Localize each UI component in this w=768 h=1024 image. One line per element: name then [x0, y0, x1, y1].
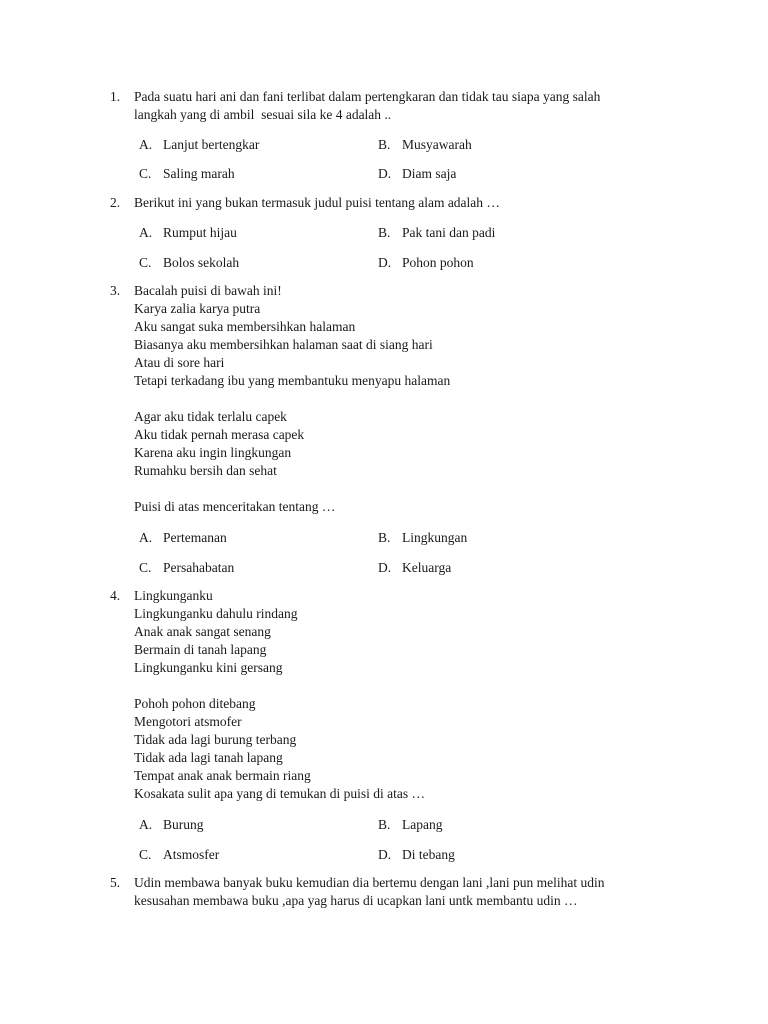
- option-letter: C.: [139, 255, 152, 270]
- option-c: [139, 254, 239, 272]
- stanza-gap: [134, 480, 694, 498]
- option-letter: D.: [378, 166, 392, 181]
- option-text: Persahabatan: [163, 560, 235, 575]
- question-line: Berikut ini yang bukan termasuk judul puisi tentang alam adalah …: [134, 195, 500, 210]
- question-number: 1.: [110, 89, 121, 104]
- option-text: Lanjut bertengkar: [163, 137, 260, 152]
- option-a: [139, 136, 259, 154]
- question-line: Udin membawa banyak buku kemudian dia bertemu dengan lani ,lani pun melihat udin: [134, 875, 605, 890]
- option-text: Bolos sekolah: [163, 255, 240, 270]
- poem-line: Atau di sore hari: [134, 355, 225, 370]
- option-b: [378, 529, 467, 547]
- option-c: [139, 165, 235, 183]
- option-text: Pertemanan: [163, 530, 227, 545]
- option-text: Saling marah: [163, 166, 235, 181]
- poem-line: Pohoh pohon ditebang: [134, 696, 256, 711]
- question-line: Bacalah puisi di bawah ini!: [134, 283, 282, 298]
- question-line: Pada suatu hari ani dan fani terlibat dalam pertengkaran dan tidak tau siapa yang salah: [134, 89, 601, 104]
- option-text: Keluarga: [402, 560, 452, 575]
- poem-line: Aku sangat suka membersihkan halaman: [134, 319, 356, 334]
- option-text: Rumput hijau: [163, 225, 237, 240]
- option-letter: A.: [139, 817, 153, 832]
- question-number: 5.: [110, 875, 121, 890]
- option-letter: A.: [139, 137, 153, 152]
- poem-line: Tidak ada lagi burung terbang: [134, 732, 297, 747]
- poem-line: Lingkunganku dahulu rindang: [134, 606, 298, 621]
- option-letter: B.: [378, 817, 391, 832]
- option-text: Musyawarah: [402, 137, 472, 152]
- option-b: [378, 816, 442, 834]
- option-b: [378, 224, 495, 242]
- option-letter: C.: [139, 166, 152, 181]
- question-number: 3.: [110, 283, 121, 298]
- option-d: [378, 165, 456, 183]
- stanza-gap: [134, 677, 694, 695]
- option-letter: C.: [139, 560, 152, 575]
- option-text: Di tebang: [402, 847, 455, 862]
- option-d: [378, 254, 474, 272]
- option-letter: D.: [378, 255, 392, 270]
- question-line: Puisi di atas menceritakan tentang …: [134, 499, 336, 514]
- option-c: [139, 559, 234, 577]
- option-c: [139, 846, 219, 864]
- option-text: Pak tani dan padi: [402, 225, 496, 240]
- option-a: [139, 529, 227, 547]
- question-text: [134, 282, 694, 516]
- poem-line: Lingkunganku kini gersang: [134, 660, 283, 675]
- poem-line: Tidak ada lagi tanah lapang: [134, 750, 283, 765]
- option-d: [378, 846, 455, 864]
- question-number: 2.: [110, 195, 121, 210]
- poem-line: Rumahku bersih dan sehat: [134, 463, 277, 478]
- poem-line: Aku tidak pernah merasa capek: [134, 427, 305, 442]
- poem-line: Karya zalia karya putra: [134, 301, 261, 316]
- option-letter: A.: [139, 530, 153, 545]
- option-a: [139, 816, 204, 834]
- option-letter: B.: [378, 530, 391, 545]
- question-text: [134, 194, 694, 212]
- poem-line: Biasanya aku membersihkan halaman saat di siang hari: [134, 337, 433, 352]
- option-letter: D.: [378, 560, 392, 575]
- option-text: Atsmosfer: [163, 847, 220, 862]
- option-text: Lingkungan: [402, 530, 468, 545]
- poem-line: Karena aku ingin lingkungan: [134, 445, 292, 460]
- question-line: Kosakata sulit apa yang di temukan di puisi di atas …: [134, 786, 425, 801]
- stanza-gap: [134, 390, 694, 408]
- option-text: Burung: [163, 817, 204, 832]
- poem-line: Agar aku tidak terlalu capek: [134, 409, 287, 424]
- poem-line: Tetapi terkadang ibu yang membantuku menyapu halaman: [134, 373, 451, 388]
- option-letter: B.: [378, 137, 391, 152]
- question-text: [134, 587, 694, 803]
- poem-line: Tempat anak anak bermain riang: [134, 768, 311, 783]
- option-b: [378, 136, 472, 154]
- poem-title: Lingkunganku: [134, 588, 213, 603]
- poem-line: Bermain di tanah lapang: [134, 642, 267, 657]
- option-letter: D.: [378, 847, 392, 862]
- option-text: Diam saja: [402, 166, 457, 181]
- question-line: langkah yang di ambil sesuai sila ke 4 adalah ..: [134, 107, 392, 122]
- option-a: [139, 224, 237, 242]
- option-letter: A.: [139, 225, 153, 240]
- poem-line: Anak anak sangat senang: [134, 624, 271, 639]
- question-line: kesusahan membawa buku ,apa yag harus di ucapkan lani untk membantu udin …: [134, 893, 578, 908]
- option-letter: C.: [139, 847, 152, 862]
- question-text: [134, 88, 694, 124]
- question-number: 4.: [110, 588, 121, 603]
- option-text: Lapang: [402, 817, 443, 832]
- option-text: Pohon pohon: [402, 255, 474, 270]
- question-text: [134, 874, 694, 910]
- option-letter: B.: [378, 225, 391, 240]
- option-d: [378, 559, 451, 577]
- poem-line: Mengotori atsmofer: [134, 714, 242, 729]
